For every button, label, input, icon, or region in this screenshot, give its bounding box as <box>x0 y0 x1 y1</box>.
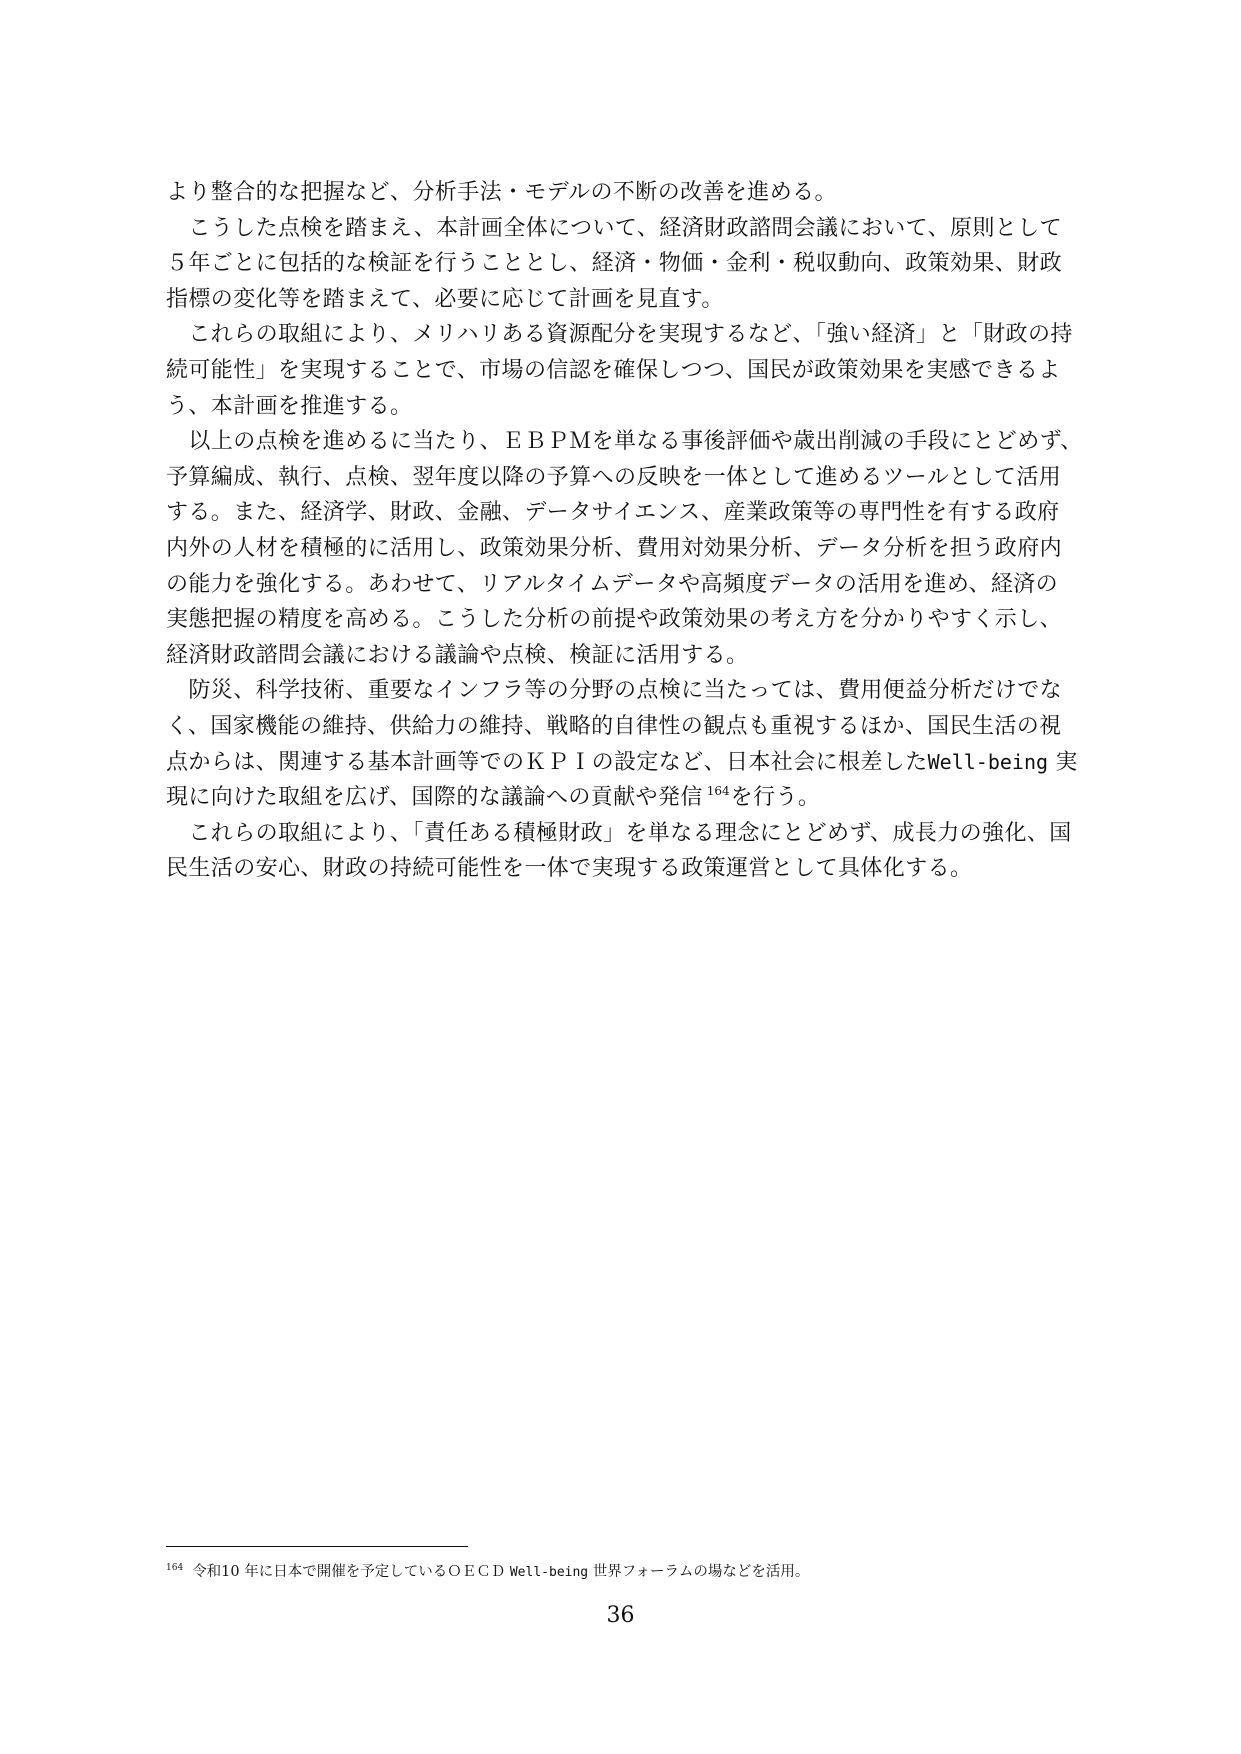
text-line: 民生活の安心、財政の持続可能性を一体で実現する政策運営として具体化する。 <box>166 856 973 882</box>
footnote <box>166 1562 809 1583</box>
text-line: する。また、経済学、財政、金融、データサイエンス、産業政策等の専門性を有する政府 <box>166 500 1060 526</box>
footnote-text-latin: Well-being <box>509 1565 589 1580</box>
body-text <box>166 175 1094 887</box>
text-line: う、本計画を推進する。 <box>166 393 413 419</box>
text-line: これらの取組により、メリハリある資源配分を実現するなど、「強い経済」と「財政の持 <box>166 322 1073 348</box>
footnote-divider <box>166 1546 468 1547</box>
text-line: く、国家機能の維持、供給力の維持、戦略的自律性の観点も重視するほか、国民生活の視 <box>166 713 1062 739</box>
text-line: 防災、科学技術、重要なインフラ等の分野の点検に当たっては、費用便益分析だけでな <box>166 678 1063 704</box>
footnote-text: 令和10 年に日本で開催を予定しているＯＥＣＤ <box>192 1564 510 1580</box>
text-line <box>166 780 1094 816</box>
footnote-reference[interactable]: 164 <box>706 784 730 799</box>
text-line: 実態把握の精度を高める。こうした分析の前提や政策効果の考え方を分かりやすく示し、 <box>166 607 1063 633</box>
page-number: 36 <box>606 1603 635 1628</box>
text-line: 内外の人材を積極的に活用し、政策効果分析、費用対効果分析、データ分析を担う政府内 <box>166 535 1063 561</box>
text-segment: 実 <box>1048 749 1078 775</box>
text-line: 続可能性」を実現することで、市場の信認を確保しつつ、国民が政策効果を実感できるよ <box>166 357 1061 383</box>
text-line: 以上の点検を進めるに当たり、ＥＢＰＭを単なる事後評価や歳出削減の手段にとどめず、 <box>166 429 1083 455</box>
text-line <box>166 745 1094 781</box>
text-line: これらの取組により、「責任ある積極財政」を単なる理念にとどめず、成長力の強化、国 <box>166 820 1072 846</box>
text-line: 予算編成、執行、点検、翌年度以降の予算への反映を一体として進めるツールとして活用 <box>166 464 1062 490</box>
text-line: より整合的な把握など、分析手法・モデルの不断の改善を進める。 <box>166 180 837 205</box>
text-line: 経済財政諮問会議における議論や点検、検証に活用する。 <box>166 642 749 668</box>
text-line: ５年ごとに包括的な検証を行うこととし、経済・物価・金利・税収動向、政策効果、財政 <box>166 251 1063 277</box>
footnote-text: 世界フォーラムの場などを活用。 <box>588 1564 810 1580</box>
text-segment-latin: Well-being <box>927 749 1049 774</box>
text-segment: 点からは、関連する基本計画等でのＫＰＩの設定など、日本社会に根差した <box>166 749 928 775</box>
text-segment: 現に向けた取組を広げ、国際的な議論への貢献や発信 <box>166 785 703 811</box>
text-line: の能力を強化する。あわせて、リアルタイムデータや高頻度データの活用を進め、経済の <box>166 571 1059 597</box>
text-segment: を行う。 <box>730 785 821 811</box>
text-line: 指標の変化等を踏まえて、必要に応じて計画を見直す。 <box>166 286 724 312</box>
text-line: こうした点検を踏まえ、本計画全体について、経済財政諮問会議において、原則として <box>166 215 1063 241</box>
footnote-number: 164 <box>166 1563 184 1573</box>
